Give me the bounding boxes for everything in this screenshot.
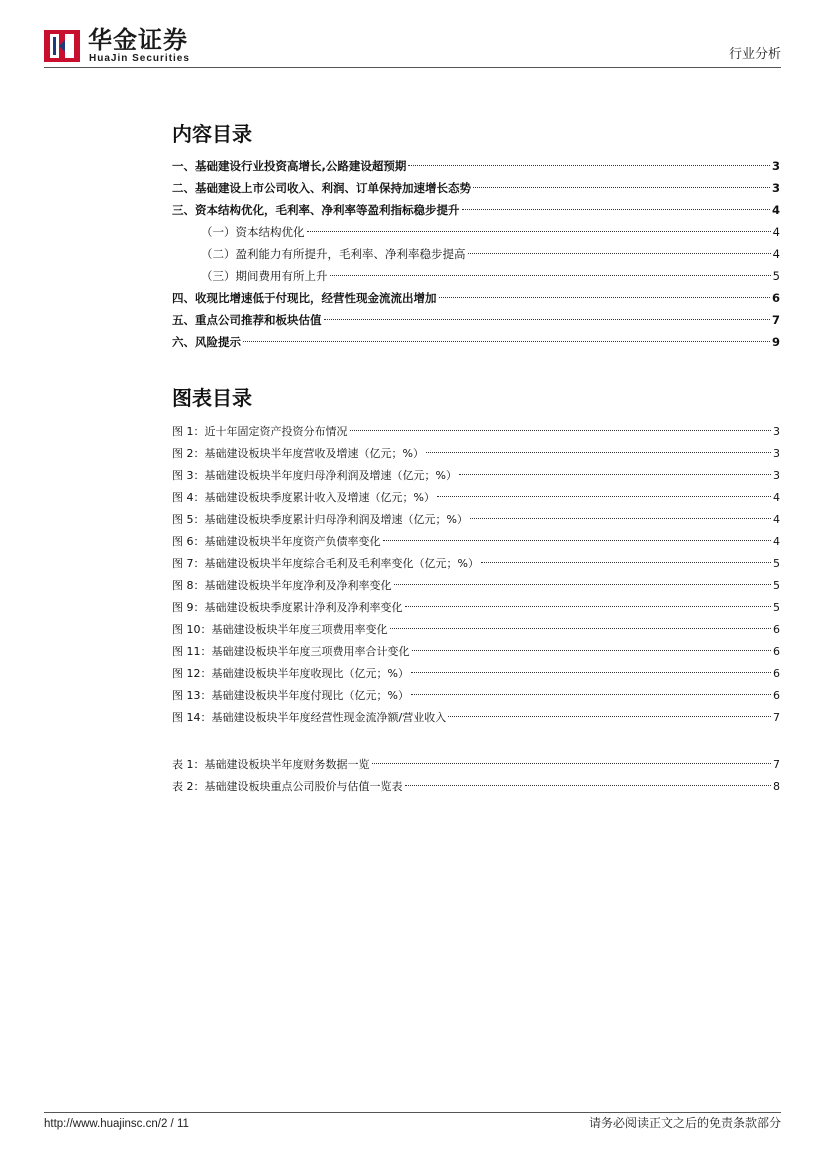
figure-entry-page-number: 3 — [773, 447, 780, 460]
figure-entry-label: 图 8：基础建设板块半年度净利及净利率变化 — [172, 579, 392, 592]
footer-disclaimer: 请务必阅读正文之后的免责条款部分 — [588, 1116, 781, 1130]
table-entry-page-number: 7 — [773, 758, 780, 771]
dot-leader — [468, 253, 771, 254]
dot-leader — [405, 785, 772, 786]
footer-url-page: http://www.huajinsc.cn/2 / 11 — [44, 1118, 189, 1130]
toc-entry-label: 六、风险提示 — [172, 335, 241, 349]
figure-entry-label: 图 7：基础建设板块半年度综合毛利及毛利率变化（亿元；%） — [172, 557, 479, 570]
figure-entry-label: 图 9：基础建设板块季度累计净利及净利率变化 — [172, 601, 403, 614]
figure-entry-label: 图 2：基础建设板块半年度营收及增速（亿元；%） — [172, 447, 424, 460]
toc-entry-label: 四、收现比增速低于付现比，经营性现金流流出增加 — [172, 291, 437, 305]
figure-entry-page-number: 3 — [773, 469, 780, 482]
toc-entry-label: （三）期间费用有所上升 — [201, 269, 328, 283]
page-header — [0, 0, 827, 70]
table-entry-label: 表 1：基础建设板块半年度财务数据一览 — [172, 758, 370, 771]
dot-leader — [412, 650, 772, 651]
table-entry[interactable] — [172, 754, 780, 776]
figure-entry-page-number: 3 — [773, 425, 780, 438]
figure-entry-label: 图 6：基础建设板块半年度资产负债率变化 — [172, 535, 381, 548]
figure-entry[interactable] — [172, 597, 780, 619]
toc-entry[interactable] — [172, 287, 780, 309]
figure-entry-label: 图 12：基础建设板块半年度收现比（亿元；%） — [172, 667, 409, 680]
figure-entry[interactable] — [172, 443, 780, 465]
figure-entry-label: 图 13：基础建设板块半年度付现比（亿元；%） — [172, 689, 409, 702]
dot-leader — [437, 496, 771, 497]
dot-leader — [394, 584, 772, 585]
figure-entry-page-number: 5 — [773, 579, 780, 592]
figure-entry-page-number: 6 — [773, 667, 780, 680]
figure-entry[interactable] — [172, 575, 780, 597]
figure-entry[interactable] — [172, 465, 780, 487]
document-type: 行业分析 — [728, 47, 781, 62]
dot-leader — [405, 606, 772, 607]
figures-title: 图表目录 — [172, 386, 252, 410]
toc-entry[interactable] — [172, 177, 780, 199]
figure-entry-label: 图 14：基础建设板块半年度经营性现金流净额/营业收入 — [172, 711, 447, 724]
toc-entry-page-number: 9 — [771, 335, 780, 349]
toc-entry-page-number: 4 — [772, 247, 780, 261]
footer-divider — [44, 1112, 781, 1113]
figure-entry-page-number: 6 — [773, 645, 780, 658]
toc-entry[interactable] — [172, 199, 780, 221]
dot-leader — [330, 275, 771, 276]
dot-leader — [473, 187, 770, 188]
figure-entry-page-number: 5 — [773, 601, 780, 614]
toc-entry-label: 五、重点公司推荐和板块估值 — [172, 313, 322, 327]
figure-entry-page-number: 4 — [773, 535, 780, 548]
figure-entry-label: 图 11：基础建设板块半年度三项费用率合计变化 — [172, 645, 410, 658]
toc-entry[interactable] — [172, 309, 780, 331]
figure-entry-label: 图 10：基础建设板块半年度三项费用率变化 — [172, 623, 388, 636]
toc-entry[interactable] — [172, 155, 780, 177]
dot-leader — [307, 231, 771, 232]
dot-leader — [408, 165, 770, 166]
toc-entry[interactable] — [172, 243, 780, 265]
figure-entry[interactable] — [172, 421, 780, 443]
dot-leader — [383, 540, 772, 541]
toc-entry[interactable] — [172, 265, 780, 287]
contents-list — [172, 155, 780, 353]
figure-entry-page-number: 6 — [773, 623, 780, 636]
figure-entry-label: 图 3：基础建设板块半年度归母净利润及增速（亿元；%） — [172, 469, 457, 482]
figure-entry-page-number: 5 — [773, 557, 780, 570]
toc-entry-label: 一、基础建设行业投资高增长,公路建设超预期 — [172, 159, 407, 173]
dot-leader — [470, 518, 771, 519]
dot-leader — [411, 694, 771, 695]
dot-leader — [350, 430, 772, 431]
dot-leader — [481, 562, 771, 563]
toc-entry-page-number: 3 — [771, 181, 780, 195]
figure-entry[interactable] — [172, 707, 780, 729]
dot-leader — [324, 319, 770, 320]
toc-entry-label: （一）资本结构优化 — [201, 225, 305, 239]
figure-entry[interactable] — [172, 487, 780, 509]
dot-leader — [462, 209, 770, 210]
toc-entry-page-number: 5 — [772, 269, 780, 283]
toc-entry-page-number: 7 — [771, 313, 780, 327]
figure-entry-label: 图 1：近十年固定资产投资分布情况 — [172, 425, 348, 438]
figure-entry[interactable] — [172, 619, 780, 641]
toc-entry-page-number: 6 — [771, 291, 780, 305]
figure-entry-label: 图 4：基础建设板块季度累计收入及增速（亿元；%） — [172, 491, 435, 504]
figure-entry[interactable] — [172, 641, 780, 663]
toc-entry[interactable] — [172, 221, 780, 243]
figure-entry[interactable] — [172, 553, 780, 575]
figure-entry-page-number: 6 — [773, 689, 780, 702]
figure-entry[interactable] — [172, 531, 780, 553]
table-entry-label: 表 2：基础建设板块重点公司股价与估值一览表 — [172, 780, 403, 793]
figure-entry-page-number: 4 — [773, 491, 780, 504]
brand-name-en: HuaJin Securities — [89, 53, 190, 64]
figures-list — [172, 421, 780, 729]
toc-entry-label: 二、基础建设上市公司收入、利润、订单保持加速增长态势 — [172, 181, 471, 195]
dot-leader — [426, 452, 771, 453]
figure-entry[interactable] — [172, 685, 780, 707]
huajin-logo-icon — [44, 28, 80, 64]
toc-title: 内容目录 — [172, 122, 252, 146]
table-entry[interactable] — [172, 776, 780, 798]
header-divider — [44, 67, 781, 68]
tables-list — [172, 754, 780, 798]
dot-leader — [372, 763, 772, 764]
toc-entry[interactable] — [172, 331, 780, 353]
brand-name-cn: 华金证券 — [88, 26, 188, 54]
toc-entry-page-number: 3 — [771, 159, 780, 173]
dot-leader — [411, 672, 771, 673]
table-entry-page-number: 8 — [773, 780, 780, 793]
figure-entry-label: 图 5：基础建设板块季度累计归母净利润及增速（亿元；%） — [172, 513, 468, 526]
dot-leader — [390, 628, 772, 629]
toc-entry-page-number: 4 — [772, 225, 780, 239]
figure-entry-page-number: 7 — [773, 711, 780, 724]
toc-entry-page-number: 4 — [771, 203, 780, 217]
figure-entry[interactable] — [172, 509, 780, 531]
dot-leader — [243, 341, 770, 342]
figure-entry-page-number: 4 — [773, 513, 780, 526]
toc-entry-label: （二）盈利能力有所提升，毛利率、净利率稳步提高 — [201, 247, 466, 261]
dot-leader — [459, 474, 771, 475]
dot-leader — [448, 716, 771, 717]
dot-leader — [439, 297, 770, 298]
figure-entry[interactable] — [172, 663, 780, 685]
toc-entry-label: 三、资本结构优化，毛利率、净利率等盈利指标稳步提升 — [172, 203, 460, 217]
